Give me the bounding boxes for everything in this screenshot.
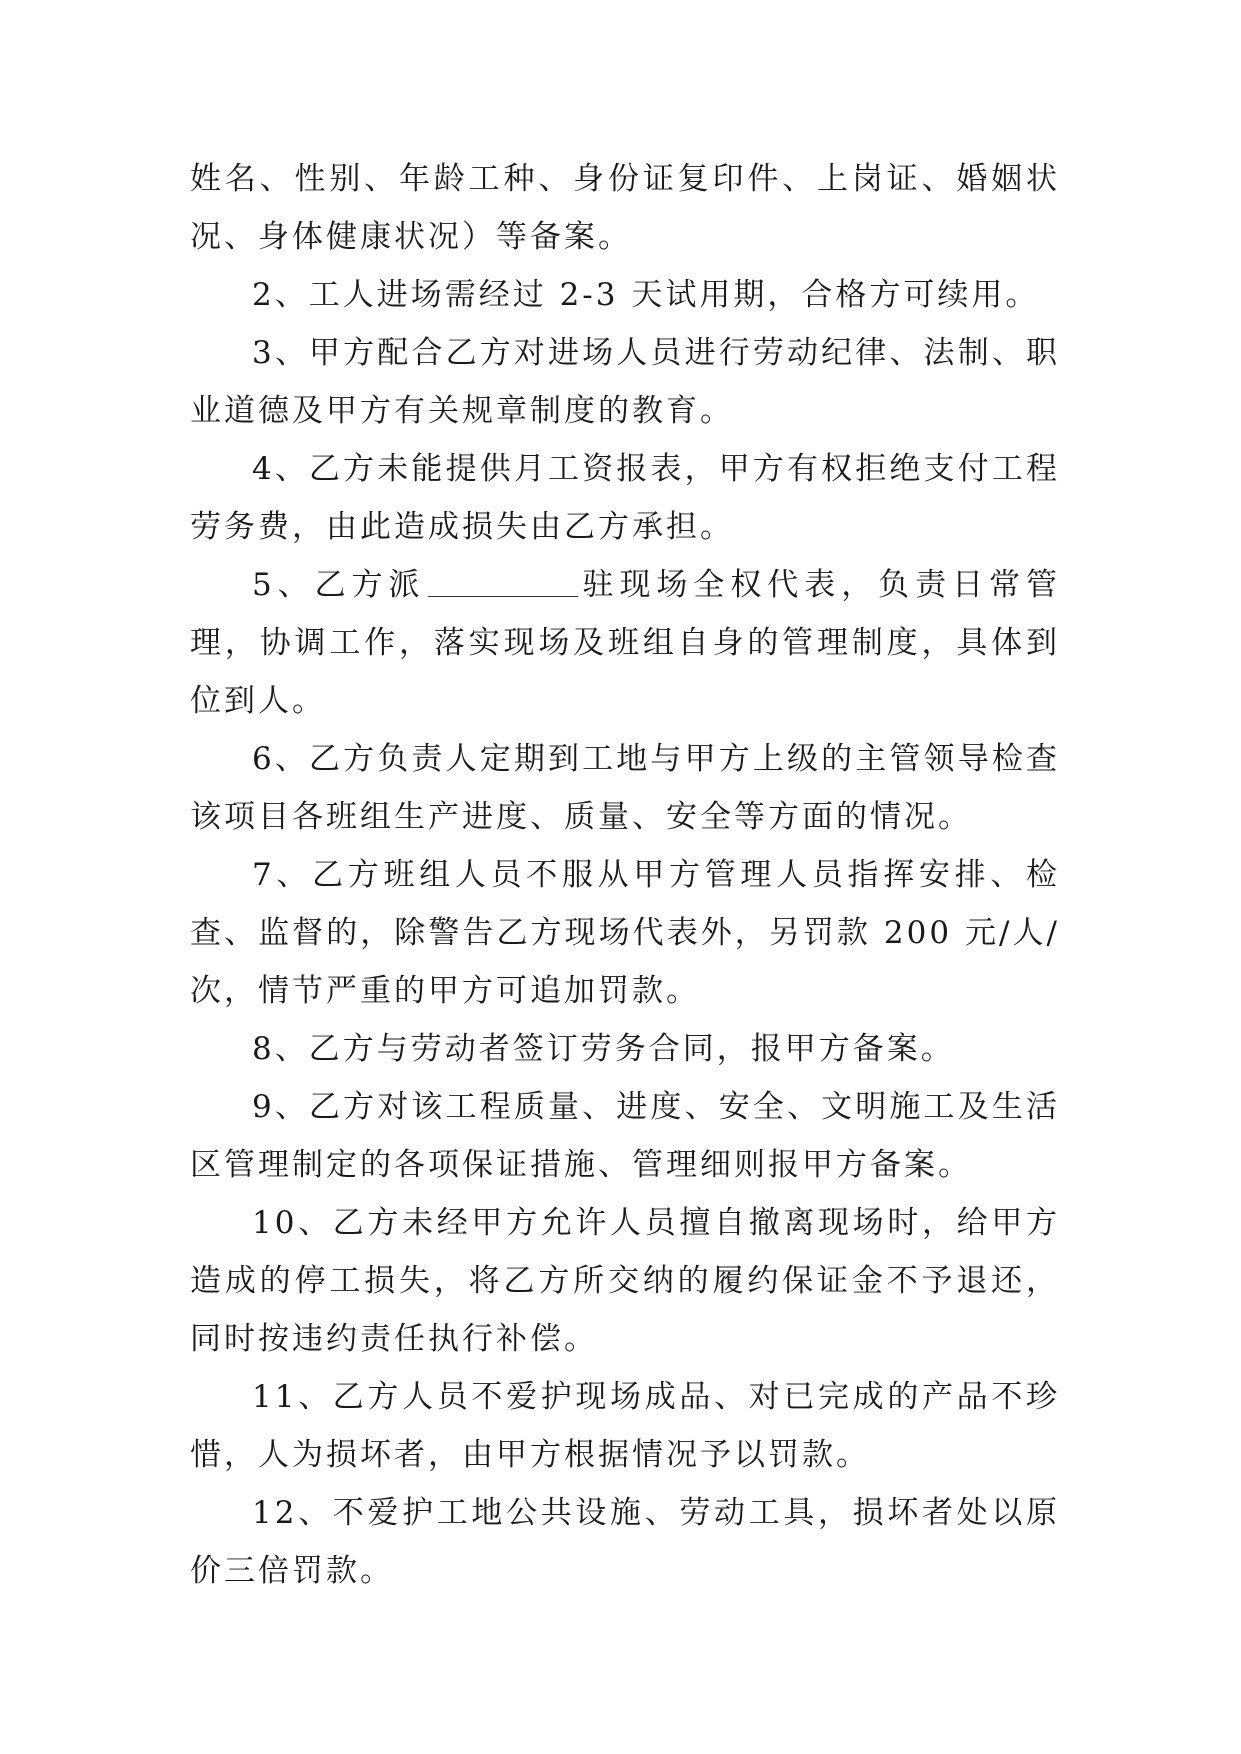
paragraph-6: 6、乙方负责人定期到工地与甲方上级的主管领导检查该项目各班组生产进度、质量、安全等方面的情况。 bbox=[190, 741, 1060, 835]
paragraph-9: 9、乙方对该工程质量、进度、安全、文明施工及生活区管理制定的各项保证措施、管理细则报甲方备案。 bbox=[190, 1089, 1060, 1183]
paragraph-11: 11、乙方人员不爱护现场成品、对已完成的产品不珍惜，人为损坏者，由甲方根据情况予以罚款。 bbox=[190, 1379, 1060, 1473]
paragraph-3: 3、甲方配合乙方对进场人员进行劳动纪律、法制、职业道德及甲方有关规章制度的教育。 bbox=[190, 335, 1060, 429]
paragraph-10: 10、乙方未经甲方允许人员擅自撤离现场时，给甲方造成的停工损失，将乙方所交纳的履约保证金不予退还，同时按违约责任执行补偿。 bbox=[190, 1205, 1060, 1357]
paragraph-12: 12、不爱护工地公共设施、劳动工具，损坏者处以原价三倍罚款。 bbox=[190, 1495, 1060, 1589]
paragraph-8: 8、乙方与劳动者签订劳务合同，报甲方备案。 bbox=[252, 1031, 955, 1067]
paragraph-2: 2、工人进场需经过 2-3 天试用期，合格方可续用。 bbox=[252, 277, 1040, 313]
fill-in-blank bbox=[428, 566, 578, 597]
document-body bbox=[190, 150, 1060, 1600]
paragraph-5-prefix: 5、乙方派 bbox=[252, 567, 426, 603]
paragraph-4: 4、乙方未能提供月工资报表，甲方有权拒绝支付工程劳务费，由此造成损失由乙方承担。 bbox=[190, 451, 1060, 545]
paragraph-5-text: 驻现场全权代表，负责日常管理，协调工作，落实现场及班组自身的管理制度，具体到位到人。 bbox=[190, 567, 1060, 719]
paragraph-1: 姓名、性别、年龄工种、身份证复印件、上岗证、婚姻状况、身体健康状况）等备案。 bbox=[190, 161, 1060, 255]
paragraph-7: 7、乙方班组人员不服从甲方管理人员指挥安排、检查、监督的，除警告乙方现场代表外，另罚款 200 元/人/次，情节严重的甲方可追加罚款。 bbox=[190, 857, 1060, 1009]
paragraph-5 bbox=[190, 556, 1060, 730]
